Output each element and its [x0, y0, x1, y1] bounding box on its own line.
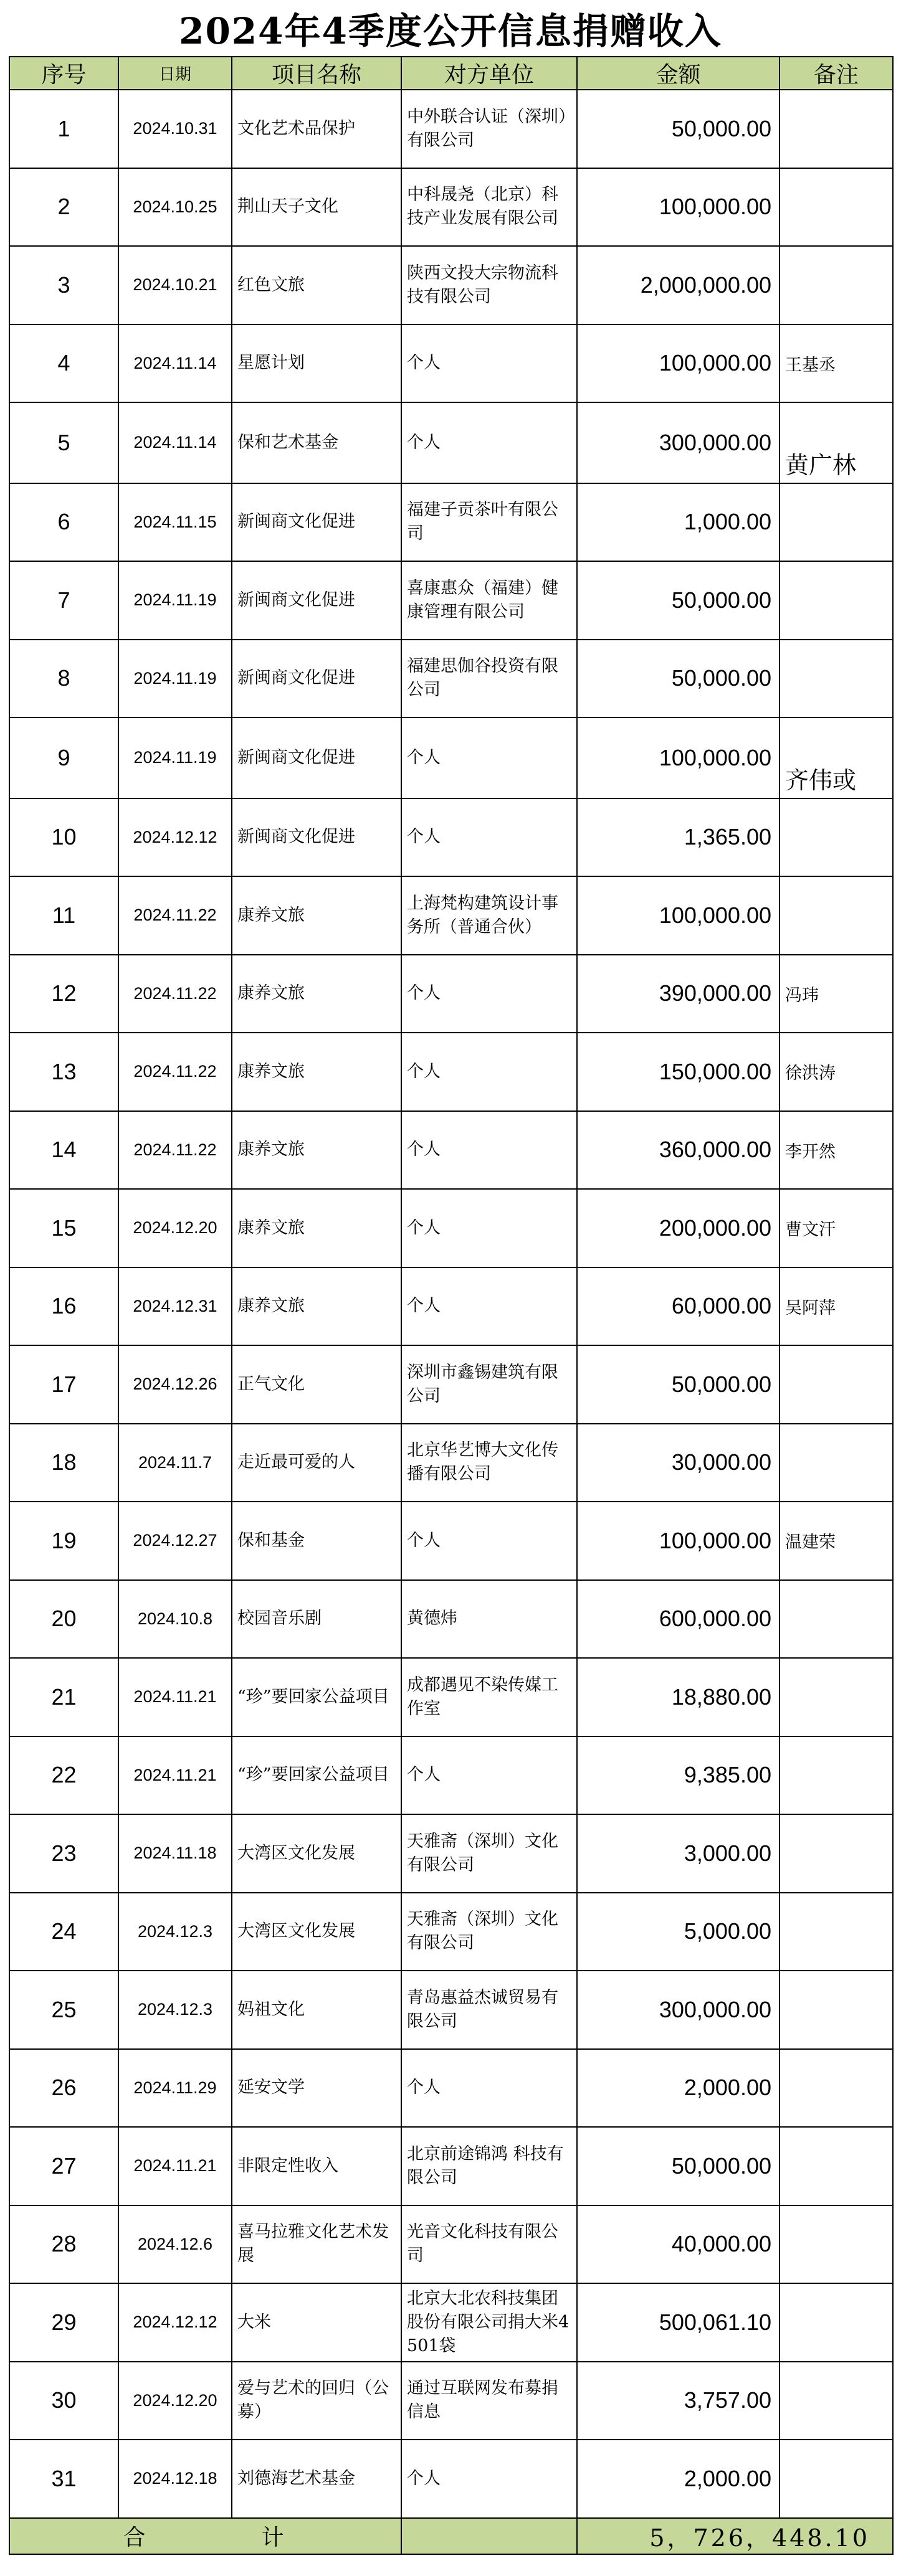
cell-project: 妈祖文化	[232, 1971, 401, 2049]
cell-amount: 50,000.00	[577, 90, 779, 168]
cell-project: 红色文旅	[232, 246, 401, 324]
cell-amount: 5,000.00	[577, 1893, 779, 1971]
cell-date: 2024.11.22	[118, 876, 232, 955]
cell-no: 17	[9, 1345, 118, 1424]
cell-no: 12	[9, 955, 118, 1033]
cell-no: 6	[9, 483, 118, 562]
cell-date: 2024.11.19	[118, 640, 232, 718]
table-row	[9, 402, 893, 483]
cell-amount: 2,000.00	[577, 2440, 779, 2518]
cell-no: 20	[9, 1580, 118, 1659]
cell-project: 爱与艺术的回归（公募）	[232, 2362, 401, 2440]
table-row	[9, 1580, 893, 1659]
cell-note	[779, 483, 893, 562]
table-body	[9, 90, 893, 2518]
table-row	[9, 955, 893, 1033]
cell-note	[779, 1736, 893, 1815]
table-row	[9, 2127, 893, 2205]
cell-amount: 100,000.00	[577, 324, 779, 403]
cell-no: 9	[9, 717, 118, 798]
header-amount: 金额	[577, 57, 779, 90]
cell-amount: 100,000.00	[577, 876, 779, 955]
header-project: 项目名称	[232, 57, 401, 90]
cell-note	[779, 2362, 893, 2440]
cell-note	[779, 876, 893, 955]
cell-no: 18	[9, 1424, 118, 1502]
cell-project: 星愿计划	[232, 324, 401, 403]
cell-date: 2024.12.18	[118, 2440, 232, 2518]
cell-date: 2024.12.20	[118, 1189, 232, 1267]
cell-amount: 30,000.00	[577, 1424, 779, 1502]
cell-date: 2024.11.29	[118, 2049, 232, 2128]
cell-amount: 3,757.00	[577, 2362, 779, 2440]
table-row	[9, 1345, 893, 1424]
cell-party: 黄德炜	[401, 1580, 577, 1659]
cell-date: 2024.12.12	[118, 2283, 232, 2362]
cell-party: 北京华艺博大文化传播有限公司	[401, 1424, 577, 1502]
cell-amount: 300,000.00	[577, 1971, 779, 2049]
cell-date: 2024.12.31	[118, 1267, 232, 1346]
table-row	[9, 876, 893, 955]
cell-no: 25	[9, 1971, 118, 2049]
total-value: 5，726，448.10	[577, 2518, 893, 2554]
cell-date: 2024.11.22	[118, 1033, 232, 1111]
cell-date: 2024.12.3	[118, 1971, 232, 2049]
cell-amount: 100,000.00	[577, 1502, 779, 1580]
cell-date: 2024.11.22	[118, 955, 232, 1033]
cell-party: 通过互联网发布募捐信息	[401, 2362, 577, 2440]
cell-no: 22	[9, 1736, 118, 1815]
table-row	[9, 2049, 893, 2128]
cell-amount: 50,000.00	[577, 2127, 779, 2205]
table-row	[9, 1189, 893, 1267]
table-row	[9, 1502, 893, 1580]
cell-note: 徐洪涛	[779, 1033, 893, 1111]
cell-project: 康养文旅	[232, 1267, 401, 1346]
cell-amount: 390,000.00	[577, 955, 779, 1033]
cell-note: 黄广林	[779, 402, 893, 483]
cell-date: 2024.11.18	[118, 1814, 232, 1893]
cell-date: 2024.12.12	[118, 798, 232, 877]
cell-date: 2024.11.21	[118, 2127, 232, 2205]
cell-date: 2024.11.21	[118, 1658, 232, 1736]
cell-date: 2024.12.26	[118, 1345, 232, 1424]
cell-amount: 600,000.00	[577, 1580, 779, 1659]
cell-note: 温建荣	[779, 1502, 893, 1580]
cell-no: 15	[9, 1189, 118, 1267]
cell-date: 2024.10.8	[118, 1580, 232, 1659]
cell-project: 康养文旅	[232, 1033, 401, 1111]
table-row	[9, 2283, 893, 2362]
cell-amount: 9,385.00	[577, 1736, 779, 1815]
cell-amount: 60,000.00	[577, 1267, 779, 1346]
cell-amount: 100,000.00	[577, 168, 779, 247]
header-date: 日期	[118, 57, 232, 90]
table-row	[9, 561, 893, 640]
cell-project: 大湾区文化发展	[232, 1814, 401, 1893]
cell-amount: 50,000.00	[577, 640, 779, 718]
cell-no: 4	[9, 324, 118, 403]
table-row	[9, 798, 893, 877]
cell-no: 19	[9, 1502, 118, 1580]
table-row	[9, 1814, 893, 1893]
cell-amount: 300,000.00	[577, 402, 779, 483]
cell-note	[779, 1580, 893, 1659]
table-row	[9, 168, 893, 247]
cell-date: 2024.11.21	[118, 1736, 232, 1815]
cell-no: 5	[9, 402, 118, 483]
table-row	[9, 2205, 893, 2284]
table-header	[9, 57, 893, 90]
header-party: 对方单位	[401, 57, 577, 90]
cell-amount: 2,000,000.00	[577, 246, 779, 324]
cell-amount: 3,000.00	[577, 1814, 779, 1893]
table-row	[9, 2362, 893, 2440]
cell-note	[779, 561, 893, 640]
total-blank-cell	[401, 2518, 577, 2554]
table-row	[9, 1893, 893, 1971]
cell-amount: 2,000.00	[577, 2049, 779, 2128]
table-row	[9, 1267, 893, 1346]
cell-no: 11	[9, 876, 118, 955]
cell-party: 个人	[401, 324, 577, 403]
cell-party: 个人	[401, 1033, 577, 1111]
page-title: 2024年4季度公开信息捐赠收入	[179, 10, 722, 52]
cell-note: 李开然	[779, 1111, 893, 1190]
cell-project: 校园音乐剧	[232, 1580, 401, 1659]
header-note: 备注	[779, 57, 893, 90]
cell-project: 大米	[232, 2283, 401, 2362]
table-row	[9, 324, 893, 403]
cell-party: 北京前途锦鸿 科技有限公司	[401, 2127, 577, 2205]
cell-amount: 200,000.00	[577, 1189, 779, 1267]
cell-project: 非限定性收入	[232, 2127, 401, 2205]
cell-note	[779, 640, 893, 718]
total-label	[9, 2518, 401, 2554]
cell-project: 新闽商文化促进	[232, 640, 401, 718]
table-row	[9, 1033, 893, 1111]
table-row	[9, 1424, 893, 1502]
cell-project: 康养文旅	[232, 1189, 401, 1267]
cell-party: 福建子贡茶叶有限公司	[401, 483, 577, 562]
cell-amount: 40,000.00	[577, 2205, 779, 2284]
cell-date: 2024.12.20	[118, 2362, 232, 2440]
cell-amount: 1,000.00	[577, 483, 779, 562]
cell-party: 个人	[401, 798, 577, 877]
cell-note	[779, 90, 893, 168]
cell-no: 2	[9, 168, 118, 247]
cell-project: 康养文旅	[232, 955, 401, 1033]
cell-amount: 150,000.00	[577, 1033, 779, 1111]
table-row	[9, 1971, 893, 2049]
cell-party: 个人	[401, 955, 577, 1033]
cell-note	[779, 1658, 893, 1736]
table-row	[9, 90, 893, 168]
table-row	[9, 1658, 893, 1736]
cell-no: 8	[9, 640, 118, 718]
cell-no: 27	[9, 2127, 118, 2205]
cell-no: 23	[9, 1814, 118, 1893]
cell-amount: 1,365.00	[577, 798, 779, 877]
cell-party: 中科晟尧（北京）科技产业发展有限公司	[401, 168, 577, 247]
cell-note	[779, 1814, 893, 1893]
table-row	[9, 246, 893, 324]
cell-date: 2024.12.6	[118, 2205, 232, 2284]
cell-project: 康养文旅	[232, 876, 401, 955]
total-label-2: 计	[261, 2525, 288, 2550]
table-row	[9, 1111, 893, 1190]
cell-no: 29	[9, 2283, 118, 2362]
cell-note: 齐伟或	[779, 717, 893, 798]
cell-note	[779, 1971, 893, 2049]
donation-table	[9, 56, 894, 2555]
cell-project: 延安文学	[232, 2049, 401, 2128]
cell-note: 王基丞	[779, 324, 893, 403]
cell-date: 2024.10.25	[118, 168, 232, 247]
cell-note	[779, 798, 893, 877]
cell-party: 上海梵构建筑设计事务所（普通合伙）	[401, 876, 577, 955]
cell-project: 新闽商文化促进	[232, 483, 401, 562]
cell-note	[779, 2205, 893, 2284]
total-row	[9, 2518, 893, 2554]
cell-project: 正气文化	[232, 1345, 401, 1424]
cell-project: “珍”要回家公益项目	[232, 1736, 401, 1815]
cell-note	[779, 2127, 893, 2205]
cell-note: 冯玮	[779, 955, 893, 1033]
cell-no: 7	[9, 561, 118, 640]
cell-note	[779, 2049, 893, 2128]
total-label-1: 合	[123, 2525, 150, 2550]
cell-date: 2024.11.14	[118, 402, 232, 483]
cell-party: 个人	[401, 1111, 577, 1190]
cell-project: 保和艺术基金	[232, 402, 401, 483]
cell-date: 2024.11.19	[118, 561, 232, 640]
cell-date: 2024.12.27	[118, 1502, 232, 1580]
cell-amount: 18,880.00	[577, 1658, 779, 1736]
cell-project: 刘德海艺术基金	[232, 2440, 401, 2518]
cell-date: 2024.11.15	[118, 483, 232, 562]
cell-no: 10	[9, 798, 118, 877]
cell-project: 文化艺术品保护	[232, 90, 401, 168]
cell-date: 2024.10.21	[118, 246, 232, 324]
cell-party: 中外联合认证（深圳）有限公司	[401, 90, 577, 168]
cell-no: 16	[9, 1267, 118, 1346]
cell-party: 个人	[401, 717, 577, 798]
cell-party: 个人	[401, 2440, 577, 2518]
cell-party: 北京大北农科技集团股份有限公司捐大米4501袋	[401, 2283, 577, 2362]
cell-project: 保和基金	[232, 1502, 401, 1580]
cell-project: 大湾区文化发展	[232, 1893, 401, 1971]
cell-party: 成都遇见不染传媒工作室	[401, 1658, 577, 1736]
table-row	[9, 1736, 893, 1815]
cell-project: 新闽商文化促进	[232, 717, 401, 798]
cell-party: 陕西文投大宗物流科技有限公司	[401, 246, 577, 324]
cell-date: 2024.11.22	[118, 1111, 232, 1190]
cell-date: 2024.10.31	[118, 90, 232, 168]
cell-date: 2024.11.19	[118, 717, 232, 798]
cell-project: 荆山天子文化	[232, 168, 401, 247]
cell-no: 30	[9, 2362, 118, 2440]
cell-amount: 50,000.00	[577, 561, 779, 640]
cell-no: 14	[9, 1111, 118, 1190]
cell-note	[779, 2440, 893, 2518]
cell-party: 个人	[401, 1267, 577, 1346]
table-row	[9, 2440, 893, 2518]
cell-amount: 360,000.00	[577, 1111, 779, 1190]
cell-party: 个人	[401, 2049, 577, 2128]
table-row	[9, 640, 893, 718]
cell-party: 天雅斋（深圳）文化有限公司	[401, 1893, 577, 1971]
cell-no: 24	[9, 1893, 118, 1971]
cell-note: 吴阿萍	[779, 1267, 893, 1346]
table-footer	[9, 2518, 893, 2554]
cell-project: “珍”要回家公益项目	[232, 1658, 401, 1736]
cell-note	[779, 168, 893, 247]
cell-no: 28	[9, 2205, 118, 2284]
cell-note	[779, 1893, 893, 1971]
cell-party: 光音文化科技有限公司	[401, 2205, 577, 2284]
cell-project: 走近最可爱的人	[232, 1424, 401, 1502]
cell-no: 1	[9, 90, 118, 168]
cell-note	[779, 1345, 893, 1424]
cell-note	[779, 1424, 893, 1502]
cell-date: 2024.11.14	[118, 324, 232, 403]
cell-party: 个人	[401, 1502, 577, 1580]
cell-party: 青岛惠益杰诚贸易有限公司	[401, 1971, 577, 2049]
cell-project: 新闽商文化促进	[232, 561, 401, 640]
cell-amount: 100,000.00	[577, 717, 779, 798]
cell-no: 31	[9, 2440, 118, 2518]
cell-party: 个人	[401, 1189, 577, 1267]
cell-no: 21	[9, 1658, 118, 1736]
cell-amount: 500,061.10	[577, 2283, 779, 2362]
cell-no: 26	[9, 2049, 118, 2128]
cell-party: 个人	[401, 402, 577, 483]
cell-party: 喜康惠众（福建）健康管理有限公司	[401, 561, 577, 640]
header-no: 序号	[9, 57, 118, 90]
cell-project: 新闽商文化促进	[232, 798, 401, 877]
cell-amount: 50,000.00	[577, 1345, 779, 1424]
table-row	[9, 717, 893, 798]
cell-no: 13	[9, 1033, 118, 1111]
cell-party: 个人	[401, 1736, 577, 1815]
cell-date: 2024.11.7	[118, 1424, 232, 1502]
cell-project: 康养文旅	[232, 1111, 401, 1190]
header-row	[9, 57, 893, 90]
cell-party: 福建思伽谷投资有限公司	[401, 640, 577, 718]
cell-note	[779, 2283, 893, 2362]
cell-project: 喜马拉雅文化艺术发展	[232, 2205, 401, 2284]
table-row	[9, 483, 893, 562]
cell-no: 3	[9, 246, 118, 324]
cell-note	[779, 246, 893, 324]
cell-party: 深圳市鑫锡建筑有限公司	[401, 1345, 577, 1424]
cell-party: 天雅斋（深圳）文化有限公司	[401, 1814, 577, 1893]
cell-note: 曹文汗	[779, 1189, 893, 1267]
cell-date: 2024.12.3	[118, 1893, 232, 1971]
